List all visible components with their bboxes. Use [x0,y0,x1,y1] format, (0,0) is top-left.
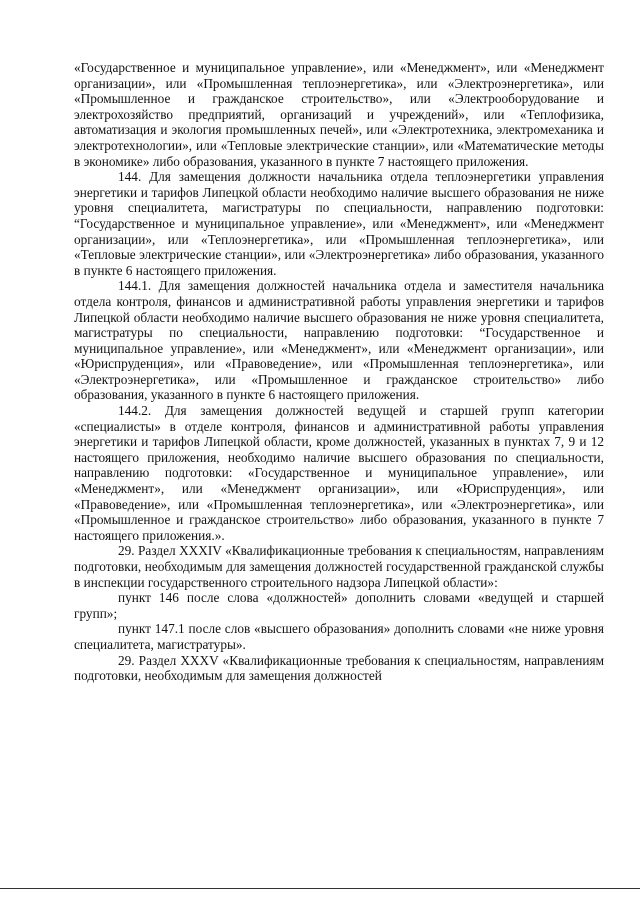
page-bottom-rule [0,888,640,889]
document-body [74,60,604,684]
paragraph-144: 144. Для замещения должности начальника отдела теплоэнергетики управления энергетики и тарифов Липецкой области необходимо наличие высшего образования не ниже уровня специалитета, магистратуры по специальности, направлению подготовки: “Государственное и муниципальное управление», или «Менеджмент», или «Менеджмент организации», или «Теплоэнергетика», или «Промышленная теплоэнергетика», или «Тепловые электрические станции», или «Электроэнергетика» либо образования, указанного в пункте 6 настоящего приложения. [74,169,604,278]
paragraph-144-2: 144.2. Для замещения должностей ведущей и старшей групп категории «специалисты» в отделе контроля, финансов и административной работы управления энергетики и тарифов Липецкой области, кроме должностей, указанных в пунктах 7, 9 и 12 настоящего приложения, необходимо наличие высшего образования по специальности, направлению подготовки: «Государственное и муниципальное управление», или «Менеджмент», или «Менеджмент организации», или «Юриспруденция», или «Правоведение», или «Промышленная теплоэнергетика», или «Электроэнергетика», или «Промышленное и гражданское строительство» либо образования, указанного в пункте 7 настоящего приложения.». [74,403,604,543]
paragraph-144-1: 144.1. Для замещения должностей начальника отдела и заместителя начальника отдела контроля, финансов и административной работы управления энергетики и тарифов Липецкой области необходимо наличие высшего образования не ниже уровня специалитета, магистратуры по специальности, направлению подготовки: “Государственное и муниципальное управление», или «Менеджмент», или «Менеджмент организации», или «Юриспруденция», или «Правоведение», или «Промышленная теплоэнергетика», или «Электроэнергетика», или «Промышленное и гражданское строительство» либо образования, указанного в пункте 6 настоящего приложения. [74,278,604,403]
paragraph-section-xxxiv: 29. Раздел XXXIV «Квалификационные требования к специальностям, направлениям подготовки, необходимым для замещения должностей государственной гражданской службы в инспекции государственного строительного надзора Липецкой области»: [74,543,604,590]
paragraph-item-146: пункт 146 после слова «должностей» дополнить словами «ведущей и старшей групп»; [74,590,604,621]
paragraph-continuation-143: «Государственное и муниципальное управление», или «Менеджмент», или «Менеджмент организации», или «Промышленная теплоэнергетика», или «Электроэнергетика», или «Промышленное и гражданское строительство», или «Электрооборудование и электрохозяйство предприятий, организаций и учреждений», или «Теплофизика, автоматизация и экология промышленных печей», или «Электротехника, электромеханика и электротехнологии», или «Тепловые электрические станции», или «Математические методы в экономике» либо образования, указанного в пункте 7 настоящего приложения. [74,60,604,169]
paragraph-item-147-1: пункт 147.1 после слов «высшего образования» дополнить словами «не ниже уровня специалитета, магистратуры». [74,621,604,652]
paragraph-section-xxxv: 29. Раздел XXXV «Квалификационные требования к специальностям, направлениям подготовки, необходимым для замещения должностей [74,652,604,684]
